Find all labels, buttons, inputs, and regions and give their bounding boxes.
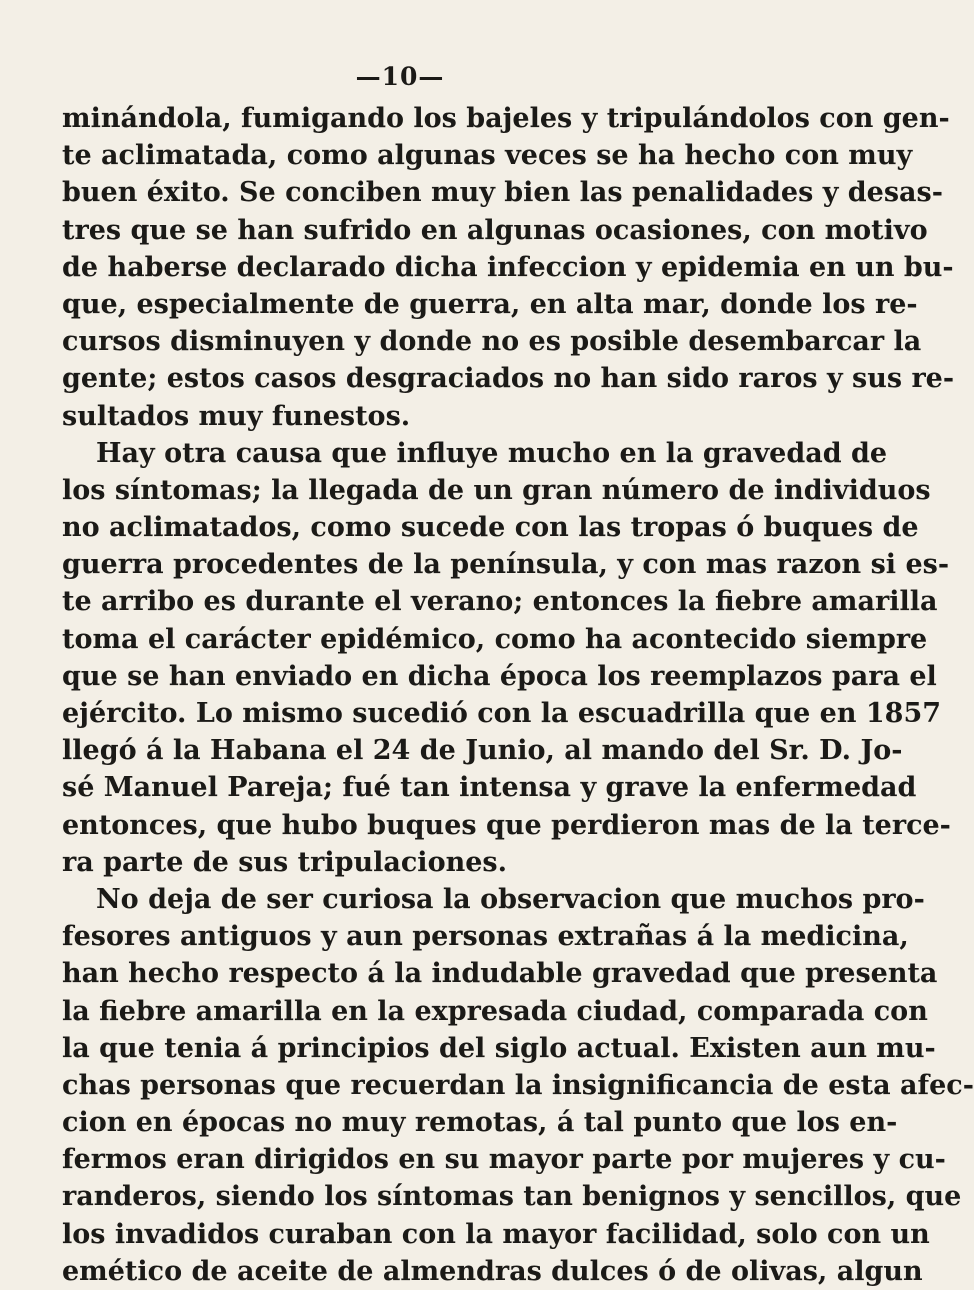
text-line: minándola, fumigando los bajeles y tripulándolos con gen- — [62, 103, 950, 134]
text-line: los invadidos curaban con la mayor facilidad, solo con un — [62, 1218, 930, 1250]
text-line: los síntomas; la llegada de un gran número de individuos — [62, 474, 931, 506]
text-line: no aclimatados, como sucede con las tropas ó buques de — [62, 512, 919, 544]
paragraph-start-line: No deja de ser curiosa la observacion que muchos pro- — [96, 883, 925, 915]
text-line: buen éxito. Se conciben muy bien las penalidades y desas- — [62, 177, 943, 209]
text-line: gente; estos casos desgraciados no han sido raros y sus re- — [62, 363, 955, 395]
body-text — [62, 100, 974, 1290]
text-line: cursos disminuyen y donde no es posible desembarcar la — [62, 326, 922, 358]
text-line: de haberse declarado dicha infeccion y epidemia en un bu- — [62, 251, 954, 283]
text-line: randeros, siendo los síntomas tan benignos y sencillos, que — [62, 1181, 962, 1213]
text-line: fermos eran dirigidos en su mayor parte por mujeres y cu- — [62, 1144, 946, 1176]
text-line: sé Manuel Pareja; fué tan intensa y grave la enfermedad — [62, 772, 917, 804]
text-line: fesores antiguos y aun personas extrañas á la medicina, — [62, 921, 909, 953]
text-line: llegó á la Habana el 24 de Junio, al mando del Sr. D. Jo- — [62, 735, 903, 767]
text-line: cion en épocas no muy remotas, á tal punto que los en- — [62, 1107, 898, 1139]
text-line: entonces, que hubo buques que perdieron mas de la terce- — [62, 809, 951, 841]
text-line: han hecho respecto á la indudable gravedad que presenta — [62, 958, 938, 990]
text-line: chas personas que recuerdan la insignificancia de esta afec- — [62, 1069, 974, 1101]
text-line: la que tenia á principios del siglo actual. Existen aun mu- — [62, 1032, 936, 1064]
text-line: tres que se han sufrido en algunas ocasiones, con motivo — [62, 214, 928, 246]
paragraph-start-line: Hay otra causa que influye mucho en la gravedad de — [96, 437, 888, 469]
text-line: ejército. Lo mismo sucedió con la escuadrilla que en 1857 — [62, 698, 942, 729]
text-line: te aclimatada, como algunas veces se ha hecho con muy — [62, 140, 913, 172]
page-number: —10— — [355, 62, 445, 91]
text-line: emético de aceite de almendras dulces ó de olivas, algun — [62, 1255, 923, 1287]
text-line: toma el carácter epidémico, como ha acontecido siempre — [62, 623, 928, 655]
paragraph-end-line: sultados muy funestos. — [62, 400, 411, 432]
text-line: guerra procedentes de la península, y con mas razon si es- — [62, 549, 950, 581]
text-line: la fiebre amarilla en la expresada ciudad, comparada con — [62, 995, 928, 1027]
text-line: te arribo es durante el verano; entonces la fiebre amarilla — [62, 586, 938, 618]
paragraph-end-line: ra parte de sus tripulaciones. — [62, 846, 507, 878]
text-line: que, especialmente de guerra, en alta mar, donde los re- — [62, 288, 918, 320]
text-line: que se han enviado en dicha época los reemplazos para el — [62, 660, 937, 692]
